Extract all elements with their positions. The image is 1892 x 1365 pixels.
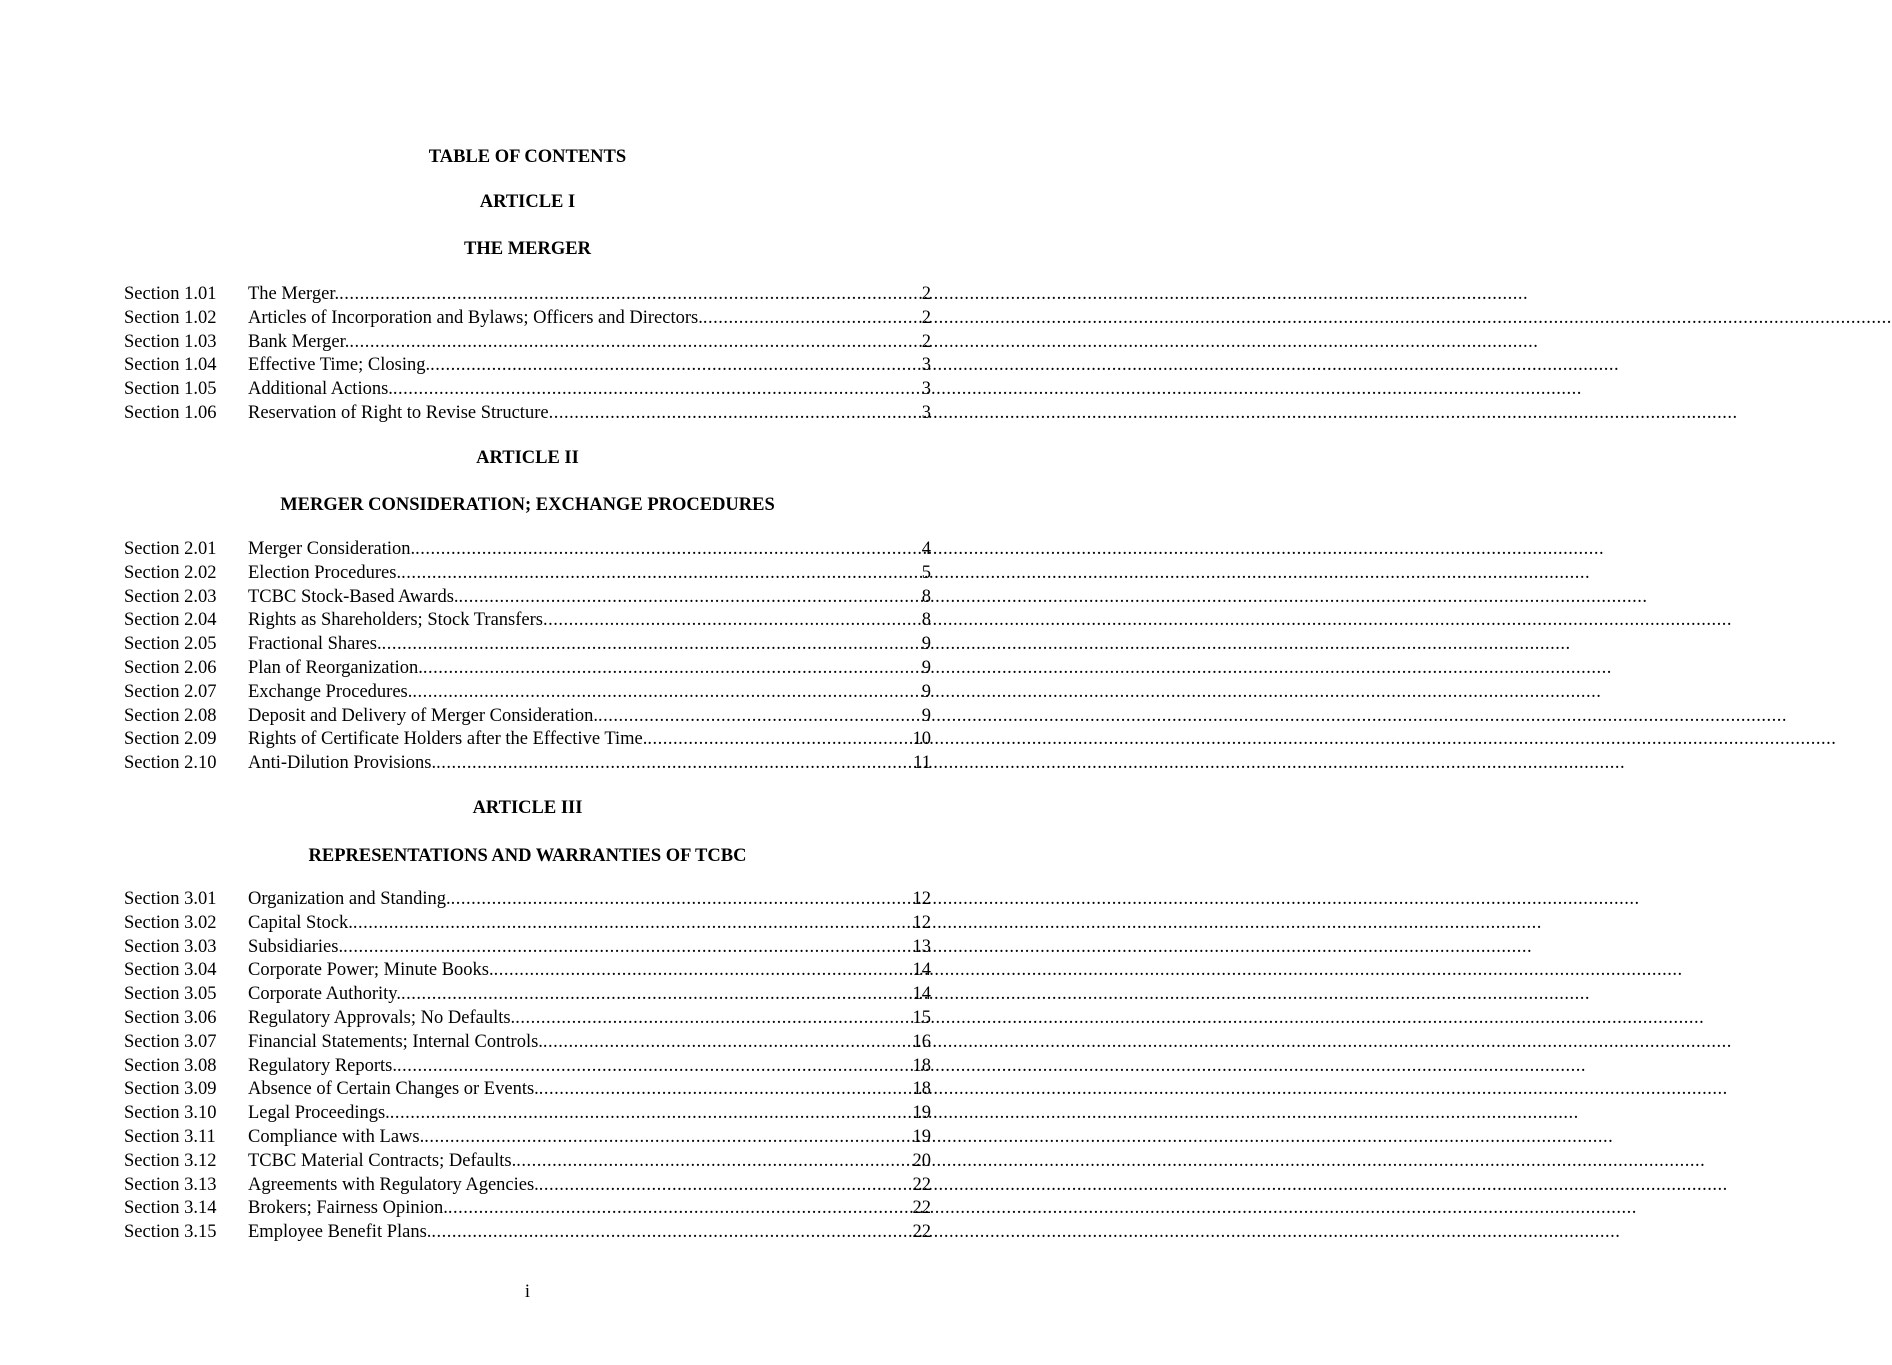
dot-leader bbox=[424, 1126, 912, 1150]
article-heading: THE MERGER bbox=[464, 239, 591, 259]
section-title: Deposit and Delivery of Merger Consideration. bbox=[248, 705, 599, 726]
article-heading: REPRESENTATIONS AND WARRANTIES OF TCBC bbox=[308, 846, 747, 866]
toc-entry[interactable] bbox=[124, 936, 931, 960]
section-number: Section 3.01 bbox=[124, 889, 217, 909]
dot-leader bbox=[703, 307, 922, 331]
toc-entry[interactable] bbox=[124, 1126, 931, 1150]
section-number: Section 3.04 bbox=[124, 960, 217, 981]
dot-leader bbox=[516, 1150, 912, 1174]
section-number: Section 3.06 bbox=[124, 1007, 217, 1028]
toc-entry[interactable] bbox=[124, 633, 931, 657]
section-number: Section 3.09 bbox=[124, 1079, 217, 1100]
toc-entry[interactable] bbox=[124, 681, 931, 705]
dot-leader bbox=[539, 1078, 913, 1102]
section-title: Articles of Incorporation and Bylaws; Officers and Directors. bbox=[248, 307, 703, 328]
toc-entry[interactable] bbox=[124, 888, 931, 912]
page-number: 5 bbox=[921, 562, 931, 583]
toc-entry[interactable] bbox=[124, 1174, 931, 1198]
section-list bbox=[124, 283, 931, 426]
section-number: Section 3.03 bbox=[124, 936, 217, 957]
dot-leader bbox=[459, 586, 922, 610]
section-number: Section 3.13 bbox=[124, 1174, 217, 1195]
section-number: Section 3.12 bbox=[124, 1150, 217, 1171]
section-number: Section 2.01 bbox=[124, 539, 217, 559]
page-number: 16 bbox=[912, 1031, 931, 1052]
page-number: 14 bbox=[912, 984, 931, 1005]
dot-leader bbox=[543, 609, 922, 633]
toc-entry[interactable] bbox=[124, 1055, 931, 1079]
toc-entry[interactable] bbox=[124, 378, 931, 402]
section-title: Regulatory Reports. bbox=[248, 1055, 398, 1076]
section-number: Section 1.03 bbox=[124, 331, 217, 352]
section-number: Section 2.04 bbox=[124, 610, 217, 631]
toc-entry[interactable] bbox=[124, 1150, 931, 1174]
section-title: Exchange Procedures. bbox=[248, 681, 413, 702]
page-number: 11 bbox=[913, 753, 931, 774]
page-number: 8 bbox=[921, 586, 931, 607]
section-title: Corporate Authority. bbox=[248, 984, 401, 1005]
toc-entry[interactable] bbox=[124, 562, 931, 586]
page-number: 2 bbox=[921, 284, 931, 304]
dot-leader bbox=[436, 752, 913, 776]
dot-leader bbox=[423, 657, 922, 681]
toc-entry[interactable] bbox=[124, 1102, 931, 1126]
page-number: 15 bbox=[912, 1007, 931, 1028]
section-number: Section 1.06 bbox=[124, 402, 217, 423]
dot-leader bbox=[382, 633, 922, 657]
page-number: 4 bbox=[921, 539, 931, 559]
page-number: 9 bbox=[921, 634, 931, 655]
section-number: Section 3.11 bbox=[124, 1126, 216, 1147]
page-number: 9 bbox=[921, 681, 931, 702]
page-number: 18 bbox=[912, 1079, 931, 1100]
section-number: Section 2.06 bbox=[124, 657, 217, 678]
section-number: Section 1.01 bbox=[124, 284, 217, 304]
article-heading: MERGER CONSIDERATION; EXCHANGE PROCEDURES bbox=[280, 495, 775, 515]
page-number: 19 bbox=[912, 1103, 931, 1124]
page-number: 12 bbox=[912, 889, 931, 909]
dot-leader bbox=[397, 1055, 912, 1079]
page-number: 20 bbox=[912, 1150, 931, 1171]
page-number: 19 bbox=[912, 1126, 931, 1147]
toc-entry[interactable] bbox=[124, 657, 931, 681]
section-number: Section 2.05 bbox=[124, 634, 217, 655]
toc-entry[interactable] bbox=[124, 1078, 931, 1102]
dot-leader bbox=[353, 912, 913, 936]
section-title: Regulatory Approvals; No Defaults. bbox=[248, 1007, 516, 1028]
page-number: 22 bbox=[912, 1198, 931, 1219]
dot-leader bbox=[401, 562, 922, 586]
section-title: TCBC Material Contracts; Defaults. bbox=[248, 1150, 517, 1171]
section-title: Financial Statements; Internal Controls. bbox=[248, 1031, 543, 1052]
dot-leader bbox=[430, 354, 922, 378]
toc-entry[interactable] bbox=[124, 1221, 931, 1245]
section-title: Rights of Certificate Holders after the Effective Time. bbox=[248, 729, 648, 750]
article-label: ARTICLE III bbox=[472, 798, 583, 818]
dot-leader bbox=[343, 936, 912, 960]
section-number: Section 3.02 bbox=[124, 912, 217, 933]
dot-leader bbox=[451, 888, 913, 912]
page-number: 22 bbox=[912, 1174, 931, 1195]
section-title: Capital Stock. bbox=[248, 912, 353, 933]
dot-leader bbox=[401, 983, 913, 1007]
dot-leader bbox=[431, 1221, 912, 1245]
section-number: Section 1.05 bbox=[124, 379, 217, 400]
page-number: 13 bbox=[912, 936, 931, 957]
section-title: Brokers; Fairness Opinion. bbox=[248, 1198, 448, 1219]
toc-entry[interactable] bbox=[124, 752, 931, 776]
toc-entry[interactable] bbox=[124, 609, 931, 633]
page-title: TABLE OF CONTENTS bbox=[428, 147, 627, 167]
page-number: 9 bbox=[921, 705, 931, 726]
section-title: Bank Merger. bbox=[248, 331, 350, 352]
section-number: Section 2.10 bbox=[124, 753, 217, 774]
section-number: Section 2.09 bbox=[124, 729, 217, 750]
page-number: 12 bbox=[912, 912, 931, 933]
toc-entry[interactable] bbox=[124, 331, 931, 355]
section-title: Subsidiaries. bbox=[248, 936, 344, 957]
section-title: The Merger. bbox=[248, 284, 340, 304]
dot-leader bbox=[539, 1174, 913, 1198]
dot-leader bbox=[412, 681, 921, 705]
toc-entry[interactable] bbox=[124, 705, 931, 729]
toc-entry[interactable] bbox=[124, 728, 931, 752]
toc-entry[interactable] bbox=[124, 912, 931, 936]
section-title: Fractional Shares. bbox=[248, 634, 382, 655]
article-label: ARTICLE II bbox=[476, 448, 579, 468]
page-number: 14 bbox=[912, 960, 931, 981]
dot-leader bbox=[494, 959, 913, 983]
toc-entry[interactable] bbox=[124, 586, 931, 610]
section-title: Election Procedures. bbox=[248, 562, 402, 583]
section-title: Employee Benefit Plans. bbox=[248, 1222, 432, 1243]
section-title: Additional Actions. bbox=[248, 379, 393, 400]
page-number: 3 bbox=[921, 379, 931, 400]
page-number: 3 bbox=[921, 355, 931, 376]
section-title: Agreements with Regulatory Agencies. bbox=[248, 1174, 539, 1195]
section-title: Corporate Power; Minute Books. bbox=[248, 960, 494, 981]
page-number: 10 bbox=[912, 729, 931, 750]
section-number: Section 3.07 bbox=[124, 1031, 217, 1052]
toc-entry[interactable] bbox=[124, 1197, 931, 1221]
section-number: Section 1.04 bbox=[124, 355, 217, 376]
section-title: Absence of Certain Changes or Events. bbox=[248, 1079, 539, 1100]
section-title: Plan of Reorganization. bbox=[248, 657, 423, 678]
dot-leader bbox=[339, 283, 922, 307]
section-title: Legal Proceedings. bbox=[248, 1103, 390, 1124]
dot-leader bbox=[349, 331, 921, 355]
section-number: Section 2.03 bbox=[124, 586, 217, 607]
section-title: Reservation of Right to Revise Structure bbox=[248, 402, 549, 423]
dot-leader bbox=[390, 1102, 913, 1126]
section-title: Merger Consideration. bbox=[248, 539, 416, 559]
dot-leader bbox=[448, 1197, 913, 1221]
toc-entry[interactable] bbox=[124, 283, 931, 307]
section-title: TCBC Stock-Based Awards. bbox=[248, 586, 459, 607]
toc-entry[interactable] bbox=[124, 354, 931, 378]
section-number: Section 2.02 bbox=[124, 562, 217, 583]
section-number: Section 3.14 bbox=[124, 1198, 217, 1219]
page-number: 3 bbox=[921, 402, 931, 423]
toc-entry[interactable] bbox=[124, 402, 931, 426]
page-footer-number: i bbox=[524, 1282, 531, 1302]
section-list bbox=[124, 538, 931, 776]
section-title: Compliance with Laws. bbox=[248, 1126, 425, 1147]
page-number: 18 bbox=[912, 1055, 931, 1076]
toc-entry[interactable] bbox=[124, 1007, 931, 1031]
page-number: 8 bbox=[921, 610, 931, 631]
section-title: Anti-Dilution Provisions. bbox=[248, 753, 437, 774]
dot-leader bbox=[647, 728, 912, 752]
section-list bbox=[124, 888, 931, 1245]
section-number: Section 2.08 bbox=[124, 705, 217, 726]
dot-leader bbox=[515, 1007, 912, 1031]
section-number: Section 3.15 bbox=[124, 1222, 217, 1243]
dot-leader bbox=[549, 402, 922, 426]
page-number: 2 bbox=[921, 331, 931, 352]
toc-entry[interactable] bbox=[124, 959, 931, 983]
dot-leader bbox=[393, 378, 922, 402]
toc-entry[interactable] bbox=[124, 983, 931, 1007]
page-number: 22 bbox=[912, 1222, 931, 1243]
dot-leader bbox=[598, 705, 922, 729]
section-title: Effective Time; Closing. bbox=[248, 355, 431, 376]
section-number: Section 3.10 bbox=[124, 1103, 217, 1124]
section-number: Section 3.05 bbox=[124, 984, 217, 1005]
page-number: 9 bbox=[921, 657, 931, 678]
section-title: Organization and Standing. bbox=[248, 889, 451, 909]
section-title: Rights as Shareholders; Stock Transfers bbox=[248, 610, 543, 631]
section-number: Section 2.07 bbox=[124, 681, 217, 702]
section-number: Section 1.02 bbox=[124, 307, 217, 328]
toc-entry[interactable] bbox=[124, 307, 931, 331]
page-number: 2 bbox=[921, 307, 931, 328]
dot-leader bbox=[543, 1031, 913, 1055]
section-number: Section 3.08 bbox=[124, 1055, 217, 1076]
article-label: ARTICLE I bbox=[479, 192, 576, 212]
toc-entry[interactable] bbox=[124, 538, 931, 562]
dot-leader bbox=[415, 538, 922, 562]
toc-entry[interactable] bbox=[124, 1031, 931, 1055]
